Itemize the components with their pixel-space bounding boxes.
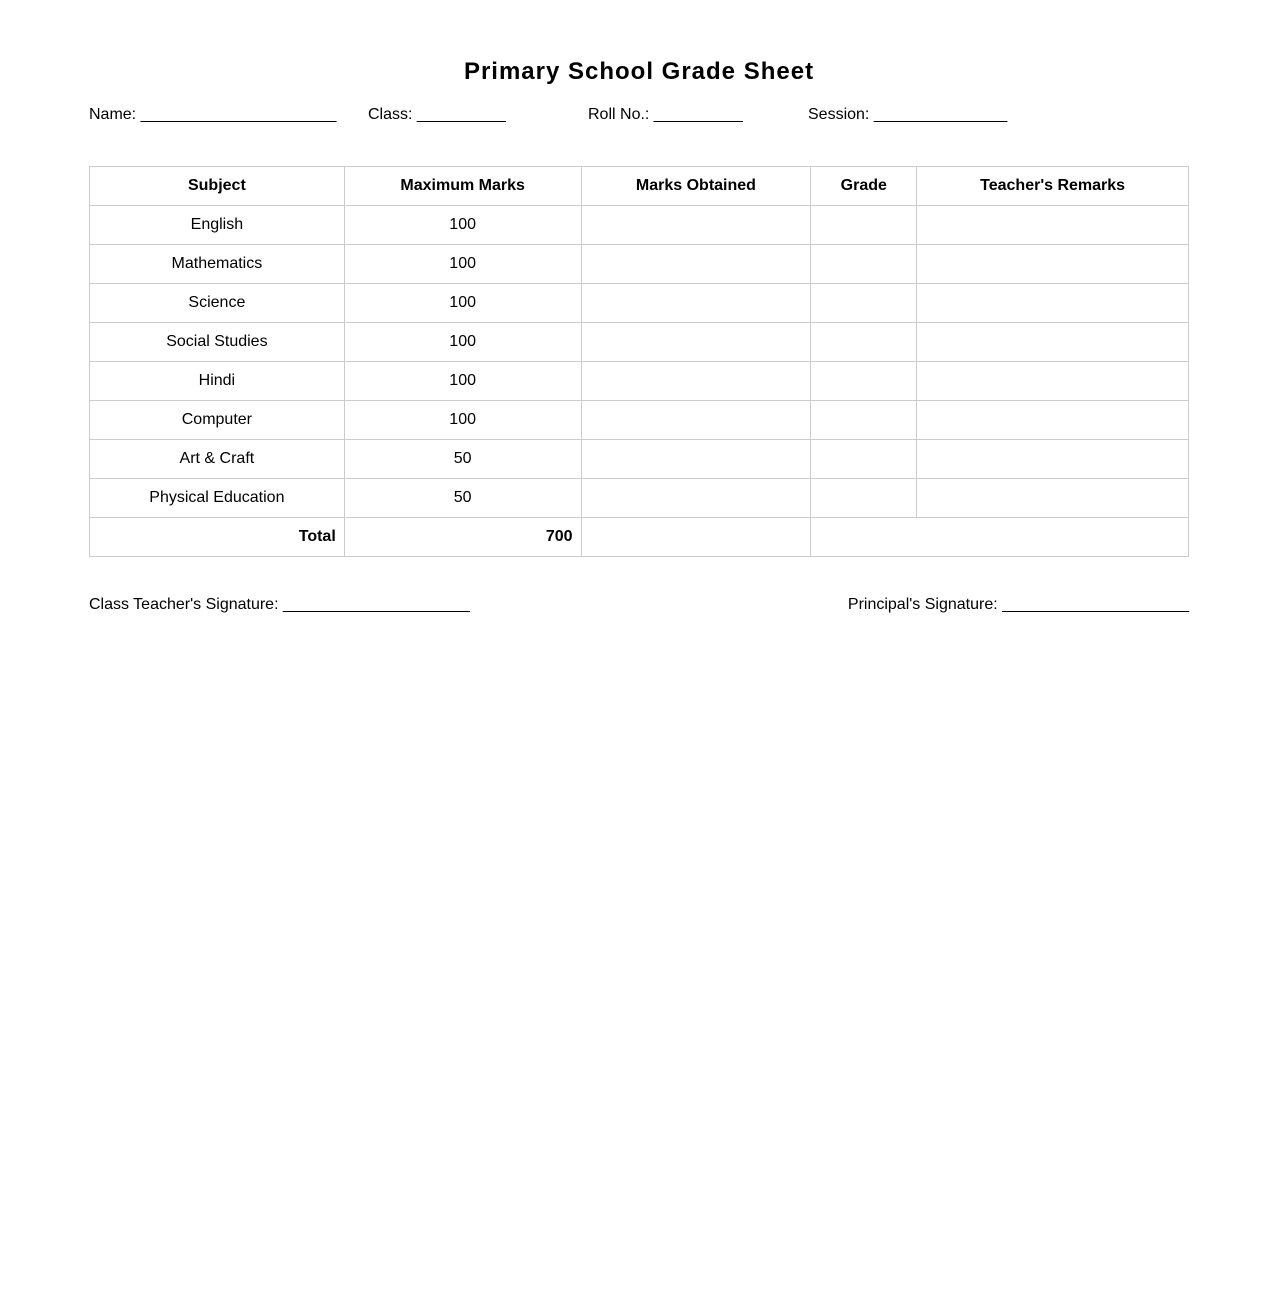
table-row bbox=[90, 401, 1189, 440]
remarks-cell[interactable] bbox=[917, 440, 1189, 479]
table-row bbox=[90, 323, 1189, 362]
page-title: Primary School Grade Sheet bbox=[463, 58, 815, 85]
max-marks-cell: 100 bbox=[344, 362, 581, 401]
subject-cell: Computer bbox=[90, 401, 345, 440]
grade-cell[interactable] bbox=[811, 401, 917, 440]
class-field[interactable]: Class: __________ bbox=[368, 106, 506, 123]
grade-table bbox=[89, 166, 1189, 557]
remarks-cell[interactable] bbox=[917, 401, 1189, 440]
principal-signature[interactable]: Principal's Signature: _____________________ bbox=[847, 596, 1189, 613]
subject-cell: Mathematics bbox=[90, 245, 345, 284]
marks-obtained-cell[interactable] bbox=[581, 206, 811, 245]
remarks-cell[interactable] bbox=[917, 362, 1189, 401]
grade-cell[interactable] bbox=[811, 479, 917, 518]
table-row bbox=[90, 440, 1189, 479]
subject-cell: Art & Craft bbox=[90, 440, 345, 479]
subject-cell: Science bbox=[90, 284, 345, 323]
header-grade: Grade bbox=[811, 167, 917, 206]
total-marks-obtained-cell[interactable] bbox=[581, 518, 811, 557]
remarks-cell[interactable] bbox=[917, 479, 1189, 518]
grade-cell[interactable] bbox=[811, 440, 917, 479]
header-marks-obtained: Marks Obtained bbox=[581, 167, 811, 206]
session-field[interactable]: Session: _______________ bbox=[808, 106, 1008, 123]
class-teacher-signature[interactable]: Class Teacher's Signature: _____________________ bbox=[89, 596, 470, 613]
table-header-row bbox=[90, 167, 1189, 206]
grade-cell[interactable] bbox=[811, 323, 917, 362]
header-subject: Subject bbox=[90, 167, 345, 206]
subject-cell: Physical Education bbox=[90, 479, 345, 518]
table-row bbox=[90, 362, 1189, 401]
grade-cell[interactable] bbox=[811, 284, 917, 323]
table-row bbox=[90, 206, 1189, 245]
remarks-cell[interactable] bbox=[917, 323, 1189, 362]
table-row bbox=[90, 479, 1189, 518]
roll-no-field[interactable]: Roll No.: __________ bbox=[588, 106, 743, 123]
total-max-marks: 700 bbox=[344, 518, 581, 557]
remarks-cell[interactable] bbox=[917, 284, 1189, 323]
subject-cell: Hindi bbox=[90, 362, 345, 401]
marks-obtained-cell[interactable] bbox=[581, 245, 811, 284]
remarks-cell[interactable] bbox=[917, 245, 1189, 284]
max-marks-cell: 100 bbox=[344, 323, 581, 362]
total-label: Total bbox=[90, 518, 345, 557]
marks-obtained-cell[interactable] bbox=[581, 440, 811, 479]
marks-obtained-cell[interactable] bbox=[581, 479, 811, 518]
max-marks-cell: 50 bbox=[344, 440, 581, 479]
marks-obtained-cell[interactable] bbox=[581, 323, 811, 362]
table-row bbox=[90, 284, 1189, 323]
max-marks-cell: 100 bbox=[344, 284, 581, 323]
grade-cell[interactable] bbox=[811, 206, 917, 245]
grade-cell[interactable] bbox=[811, 245, 917, 284]
max-marks-cell: 100 bbox=[344, 401, 581, 440]
max-marks-cell: 50 bbox=[344, 479, 581, 518]
marks-obtained-cell[interactable] bbox=[581, 362, 811, 401]
name-field[interactable]: Name: ______________________ bbox=[89, 106, 337, 123]
grade-cell[interactable] bbox=[811, 362, 917, 401]
table-row bbox=[90, 245, 1189, 284]
max-marks-cell: 100 bbox=[344, 206, 581, 245]
header-maximum-marks: Maximum Marks bbox=[344, 167, 581, 206]
marks-obtained-cell[interactable] bbox=[581, 401, 811, 440]
subject-cell: Social Studies bbox=[90, 323, 345, 362]
remarks-cell[interactable] bbox=[917, 206, 1189, 245]
max-marks-cell: 100 bbox=[344, 245, 581, 284]
subject-cell: English bbox=[90, 206, 345, 245]
total-row bbox=[90, 518, 1189, 557]
header-teachers-remarks: Teacher's Remarks bbox=[917, 167, 1189, 206]
marks-obtained-cell[interactable] bbox=[581, 284, 811, 323]
total-merged-cell[interactable] bbox=[811, 518, 1189, 557]
